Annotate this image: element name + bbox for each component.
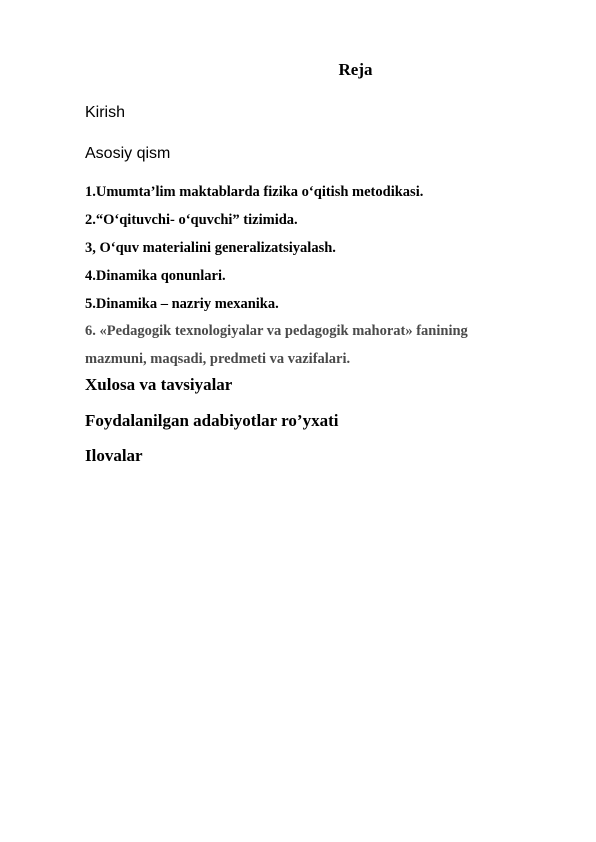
list-item: 2.“O‘qituvchi- o‘quvchi” tizimida. xyxy=(85,212,298,228)
section-references: Foydalanilgan adabiyotlar ro’yxati xyxy=(85,411,339,430)
list-item-6-line-2: mazmuni, maqsadi, predmeti va vazifalari. xyxy=(85,351,351,367)
list-item: 4.Dinamika qonunlari. xyxy=(85,268,226,284)
section-appendix: Ilovalar xyxy=(85,446,143,465)
list-item: 3, O‘quv materialini generalizatsiyalash. xyxy=(85,240,336,256)
section-main-part: Asosiy qism xyxy=(85,145,171,162)
section-conclusion: Xulosa va tavsiyalar xyxy=(85,375,233,394)
list-item: 5.Dinamika – nazriy mexanika. xyxy=(85,296,279,312)
list-item-6-line-1: 6. «Pedagogik texnologiyalar va pedagogik mahorat» fanining xyxy=(85,323,468,339)
list-item: 1.Umumta’lim maktablarda fizika o‘qitish metodikasi. xyxy=(85,184,424,200)
section-intro: Kirish xyxy=(85,104,126,121)
page-title: Reja xyxy=(338,60,373,79)
